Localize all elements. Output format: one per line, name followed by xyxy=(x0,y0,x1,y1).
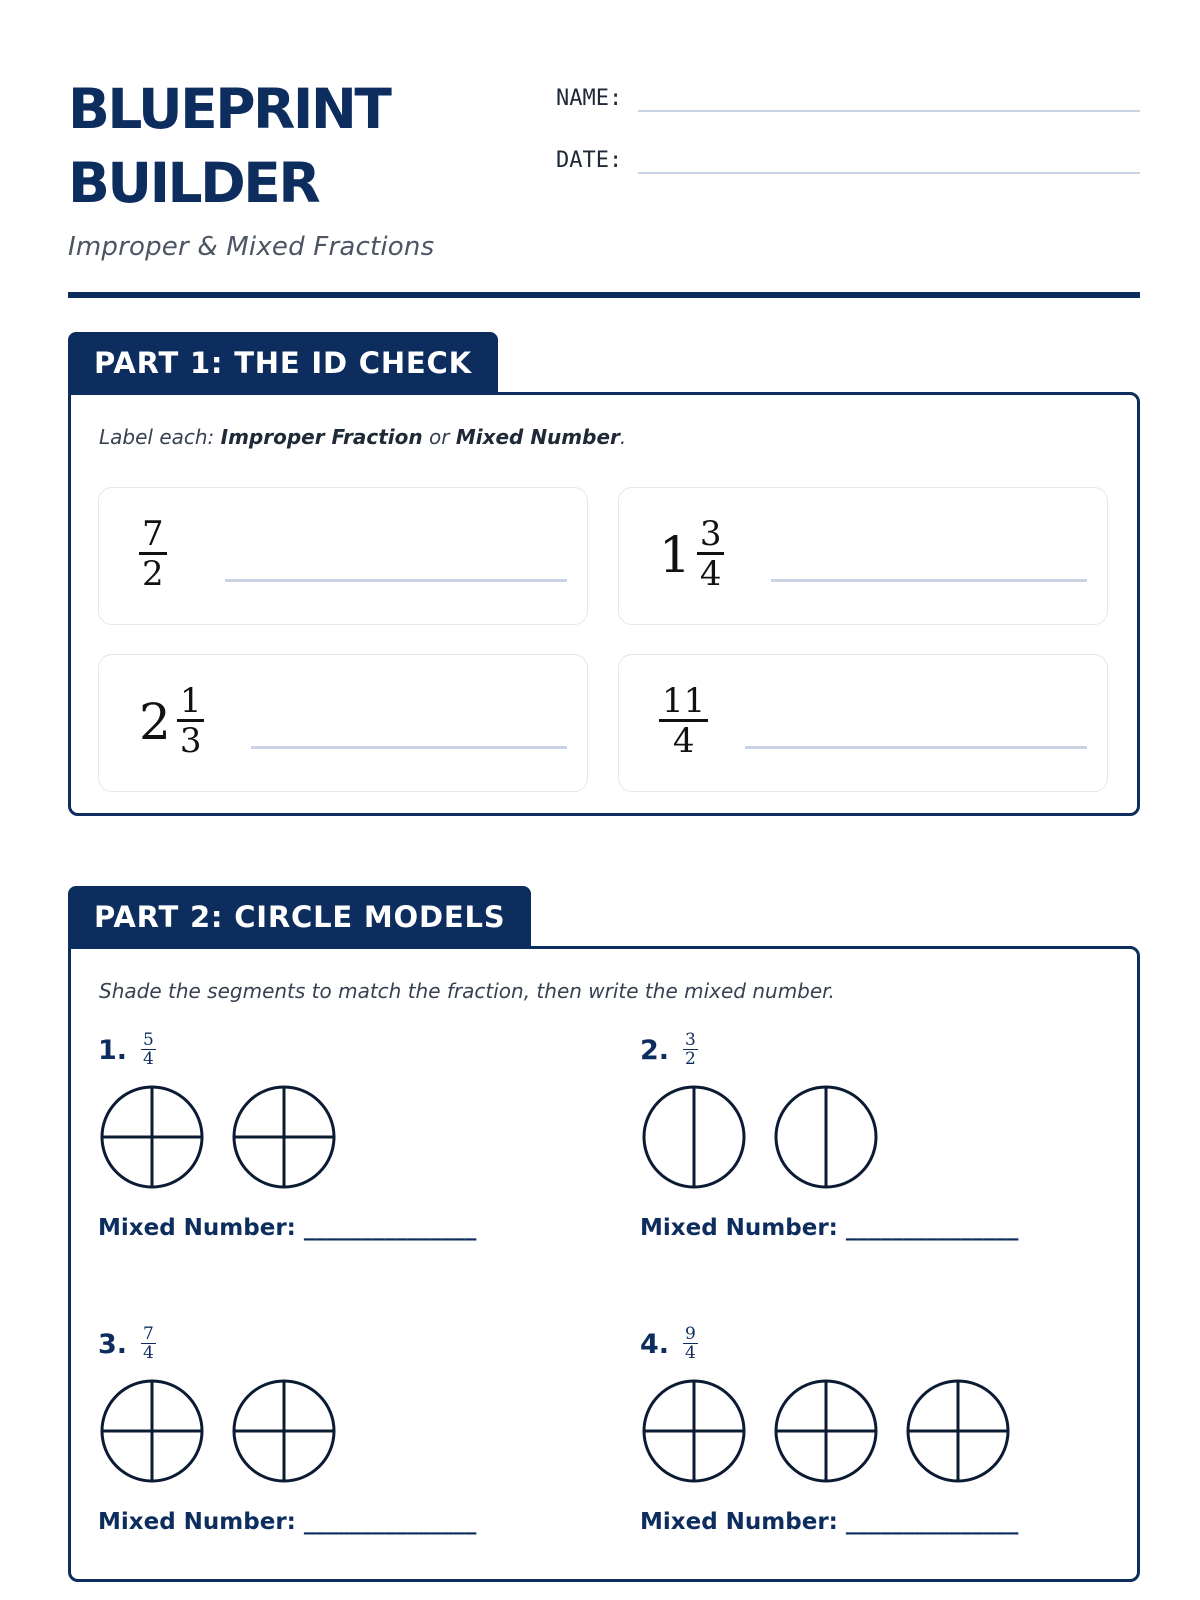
option-improper: Improper Fraction xyxy=(220,425,423,449)
fraction-circle[interactable] xyxy=(230,1083,338,1191)
option-mixed: Mixed Number xyxy=(455,425,620,449)
fraction-circle[interactable] xyxy=(98,1083,206,1191)
fraction-circle[interactable] xyxy=(230,1377,338,1485)
circle-problem-3 xyxy=(98,1319,476,1535)
problem-number: 2. xyxy=(640,1034,670,1066)
problem-number: 4. xyxy=(640,1328,670,1360)
numerator: 3 xyxy=(685,1030,696,1050)
title-block xyxy=(68,72,528,262)
problem-header xyxy=(98,1319,476,1369)
problem-number: 3. xyxy=(98,1328,128,1360)
id-card-4 xyxy=(618,654,1108,792)
circle-problem-2 xyxy=(640,1025,1018,1241)
fraction xyxy=(139,683,204,760)
denominator: 4 xyxy=(699,554,722,594)
fraction-circle[interactable] xyxy=(772,1083,880,1191)
mixed-number-answer[interactable]: Mixed Number: _______________ xyxy=(640,1509,1019,1535)
problem-fraction xyxy=(683,1031,698,1069)
part1-instruction xyxy=(99,425,626,449)
denominator: 4 xyxy=(685,1343,696,1363)
numerator: 7 xyxy=(143,1324,154,1344)
circle-models xyxy=(98,1377,476,1485)
mixed-number-answer[interactable]: Mixed Number: _______________ xyxy=(98,1215,477,1241)
answer-line[interactable] xyxy=(251,746,567,749)
circle-models xyxy=(640,1377,1018,1485)
problem-header xyxy=(98,1025,476,1075)
id-card-3 xyxy=(98,654,588,792)
numerator: 7 xyxy=(139,516,167,555)
problem-header xyxy=(640,1025,1018,1075)
fraction xyxy=(139,516,167,593)
name-label: NAME: xyxy=(556,85,623,111)
numerator: 3 xyxy=(697,516,725,555)
whole-number: 2 xyxy=(139,692,171,751)
answer-line[interactable] xyxy=(225,579,567,582)
circle-problem-1 xyxy=(98,1025,476,1241)
numerator: 11 xyxy=(659,683,708,722)
problem-fraction xyxy=(683,1325,698,1363)
problem-fraction xyxy=(141,1031,156,1069)
part1-tab: PART 1: THE ID CHECK xyxy=(68,332,498,394)
circle-models xyxy=(98,1083,476,1191)
id-card-1 xyxy=(98,487,588,625)
fraction-circle[interactable] xyxy=(772,1377,880,1485)
date-field[interactable] xyxy=(638,172,1140,174)
circle-problem-4 xyxy=(640,1319,1018,1535)
denominator: 2 xyxy=(685,1049,696,1069)
mixed-number-answer[interactable]: Mixed Number: _______________ xyxy=(640,1215,1019,1241)
name-field[interactable] xyxy=(638,110,1140,112)
fraction-circle[interactable] xyxy=(904,1377,1012,1485)
instruction-or: or xyxy=(422,425,456,449)
numerator: 1 xyxy=(177,683,205,722)
title-line-1: BLUEPRINT xyxy=(68,77,390,141)
part2-panel xyxy=(68,946,1140,1582)
part2-tab: PART 2: CIRCLE MODELS xyxy=(68,886,531,948)
denominator: 4 xyxy=(143,1049,154,1069)
problem-number: 1. xyxy=(98,1034,128,1066)
numerator: 5 xyxy=(143,1030,154,1050)
mixed-number-answer[interactable]: Mixed Number: _______________ xyxy=(98,1509,477,1535)
date-row xyxy=(556,140,1140,180)
instruction-prefix: Label each: xyxy=(99,425,221,449)
denominator: 2 xyxy=(142,554,164,594)
fraction-circle[interactable] xyxy=(98,1377,206,1485)
problem-header xyxy=(640,1319,1018,1369)
header-divider xyxy=(68,292,1140,298)
date-label: DATE: xyxy=(556,147,623,173)
denominator: 3 xyxy=(179,721,202,761)
fraction-circle[interactable] xyxy=(640,1377,748,1485)
instruction-period: . xyxy=(619,425,627,449)
denominator: 4 xyxy=(143,1343,154,1363)
part1-panel xyxy=(68,392,1140,816)
problem-fraction xyxy=(141,1325,156,1363)
denominator: 4 xyxy=(672,721,695,761)
subtitle: Improper & Mixed Fractions xyxy=(68,232,435,262)
fraction xyxy=(659,516,724,593)
whole-number: 1 xyxy=(659,525,691,584)
part2-instruction: Shade the segments to match the fraction, then write the mixed number. xyxy=(99,979,835,1003)
circle-models xyxy=(640,1083,1018,1191)
fraction xyxy=(659,683,708,760)
answer-line[interactable] xyxy=(745,746,1087,749)
name-row xyxy=(556,78,1140,118)
fraction-circle[interactable] xyxy=(640,1083,748,1191)
id-card-2 xyxy=(618,487,1108,625)
numerator: 9 xyxy=(685,1324,696,1344)
answer-line[interactable] xyxy=(771,579,1087,582)
title-line-2: BUILDER xyxy=(68,151,319,215)
